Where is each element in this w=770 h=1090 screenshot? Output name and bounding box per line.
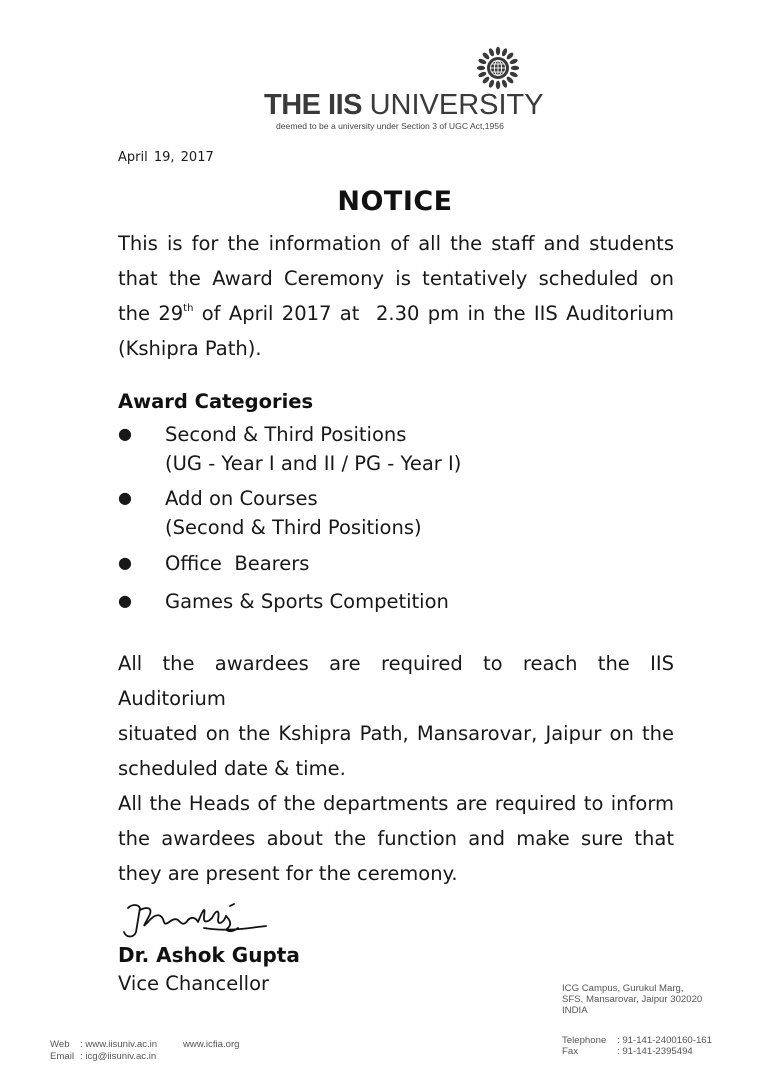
- address-line: ICG Campus, Gurukul Marg,: [562, 983, 684, 994]
- heads-line: they are present for the ceremony.: [118, 862, 458, 885]
- heads-line: the awardees about the function and make sure that: [118, 827, 674, 850]
- intro-time-text: of April 2017 at 2.30 pm in the IIS Auditorium: [193, 302, 674, 325]
- web-label: Web: [50, 1039, 70, 1050]
- logo-tagline: deemed to be a university under Section 3 of UGC Act,1956: [276, 121, 504, 131]
- email-link[interactable]: : icg@iisuniv.ac.in: [80, 1051, 157, 1062]
- awardees-line: All the awardees are required to reach the IIS Auditorium: [118, 652, 674, 710]
- notice-title: NOTICE: [337, 186, 453, 217]
- bullet-icon: ●: [118, 424, 132, 443]
- award-categories-heading: Award Categories: [118, 390, 314, 413]
- awardees-paragraph: [118, 646, 674, 786]
- university-logo-wordmark: [264, 90, 544, 120]
- email-label: Email: [50, 1051, 74, 1062]
- intro-date-superscript: th: [183, 303, 194, 314]
- footer-web-secondary-link[interactable]: www.icfia.org: [183, 1039, 240, 1050]
- bullet-icon: ●: [118, 591, 132, 610]
- category-label: Add on Courses: [165, 487, 318, 510]
- handwritten-signature: [118, 898, 274, 944]
- footer-address: [562, 983, 702, 1016]
- telephone-value: : 91-141-2400160-161: [617, 1035, 712, 1046]
- intro-line: This is for the information of all the staff and students: [118, 232, 674, 255]
- signer-title: Vice Chancellor: [118, 972, 270, 995]
- bullet-icon: ●: [118, 488, 132, 507]
- heads-paragraph: [118, 786, 674, 891]
- footer-email: [50, 1051, 156, 1062]
- footer-fax: [562, 1046, 693, 1057]
- address-line: INDIA: [562, 1005, 588, 1016]
- fax-value: : 91-141-2395494: [617, 1046, 693, 1057]
- footer-telephone: [562, 1035, 712, 1046]
- logo-bold-text: THE IIS: [264, 89, 363, 121]
- logo-light-text: UNIVERSITY: [369, 89, 544, 121]
- awardees-line: situated on the Kshipra Path, Mansarovar, Jaipur on the: [118, 722, 674, 745]
- category-sublabel: (Second & Third Positions): [165, 516, 422, 539]
- intro-paragraph: [118, 226, 674, 366]
- category-label: Games & Sports Competition: [165, 590, 449, 613]
- university-emblem-icon: [474, 44, 522, 92]
- category-sublabel: (UG - Year I and II / PG - Year I): [165, 452, 462, 475]
- intro-date-text: the 29: [118, 302, 184, 325]
- awardees-line: scheduled date & time.: [118, 757, 346, 780]
- address-line: SFS, Mansarovar, Jaipur 302020: [562, 994, 703, 1005]
- fax-label: Fax: [562, 1046, 578, 1057]
- intro-line: that the Award Ceremony is tentatively scheduled on: [118, 267, 674, 290]
- footer-web: [50, 1039, 157, 1050]
- intro-line: [118, 296, 674, 331]
- telephone-label: Telephone: [562, 1035, 607, 1046]
- notice-date: April 19, 2017: [118, 150, 214, 165]
- heads-line: All the Heads of the departments are required to inform: [118, 792, 674, 815]
- category-label: Office Bearers: [165, 552, 310, 575]
- intro-line: (Kshipra Path).: [118, 337, 262, 360]
- bullet-icon: ●: [118, 553, 132, 572]
- signer-name: Dr. Ashok Gupta: [118, 943, 300, 967]
- web-link[interactable]: : www.iisuniv.ac.in: [80, 1039, 158, 1050]
- category-label: Second & Third Positions: [165, 423, 407, 446]
